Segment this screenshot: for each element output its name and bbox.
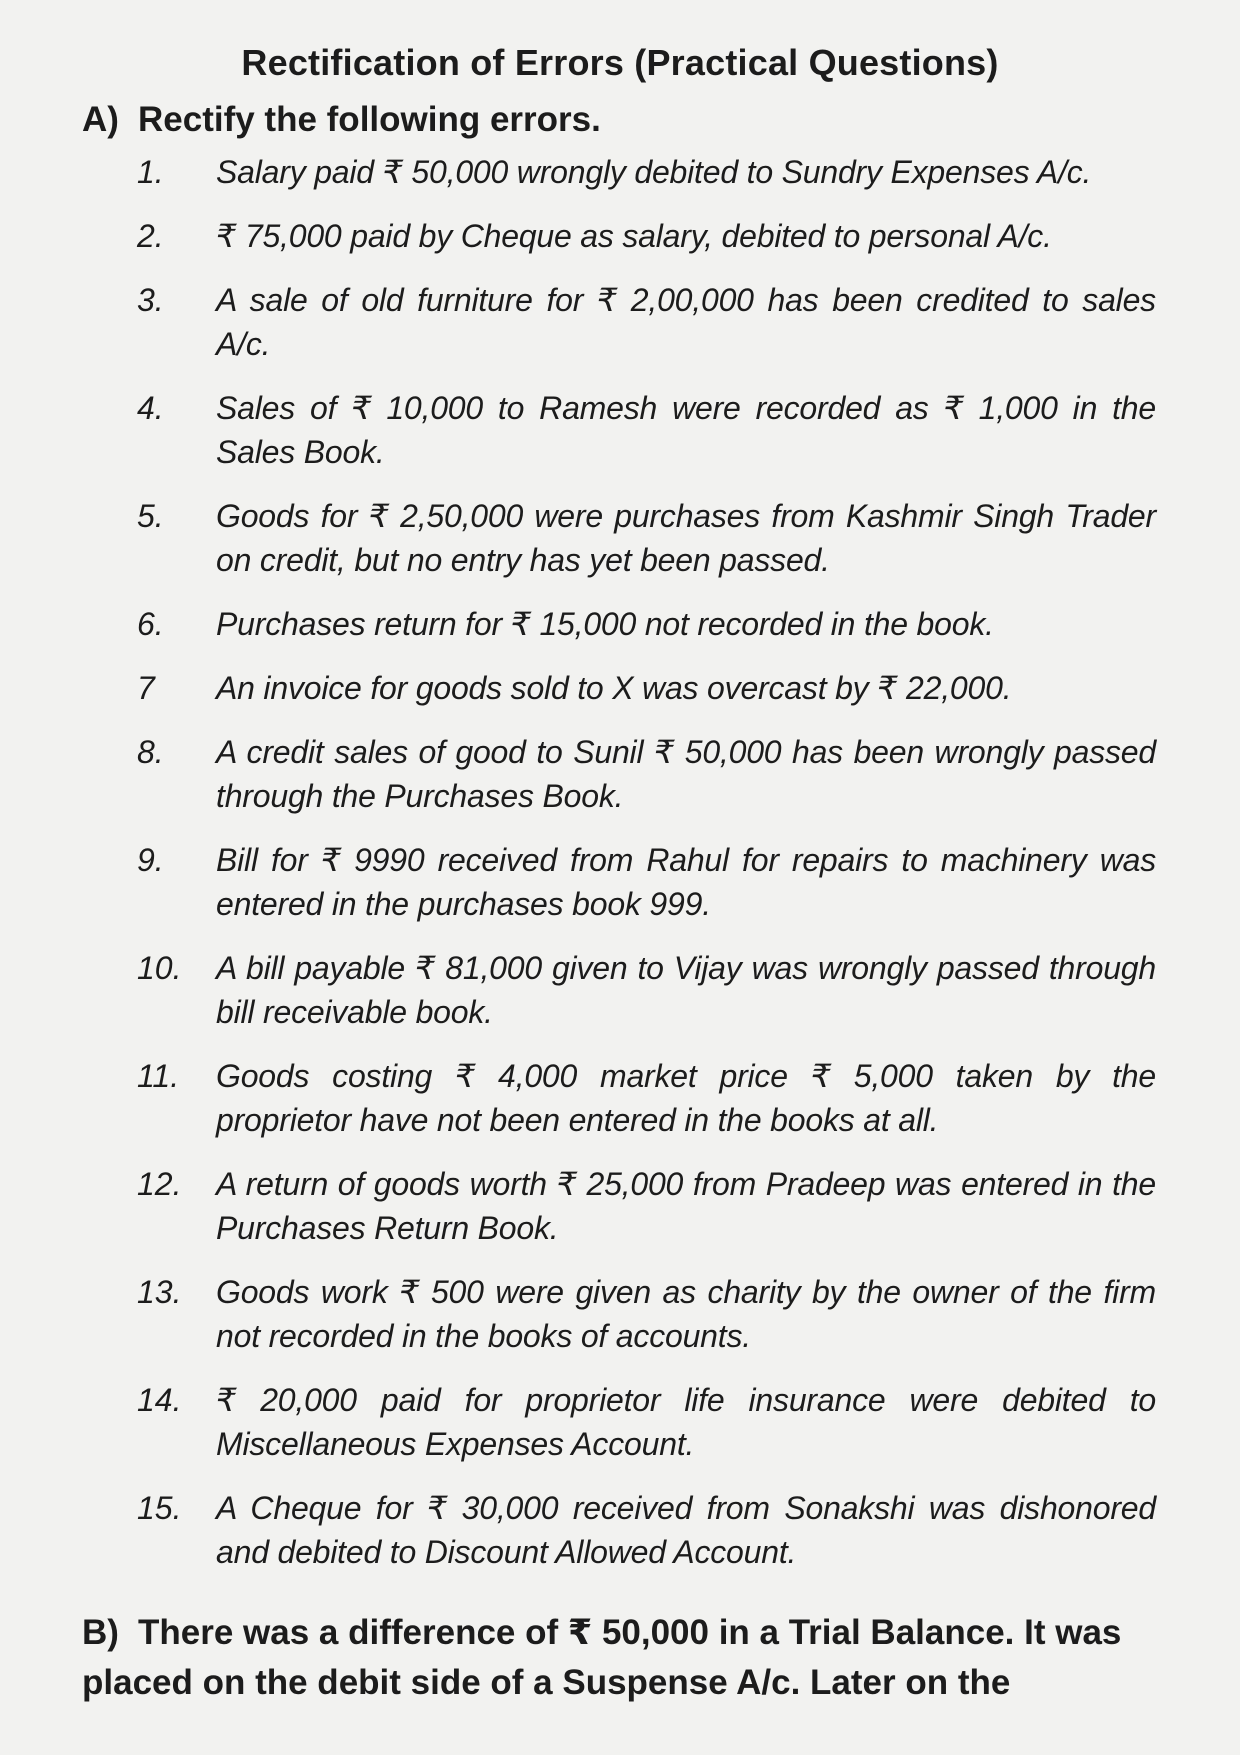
section-b-heading (82, 1608, 1182, 1708)
item-number: 15. (137, 1490, 182, 1526)
section-a-text: Rectify the following errors. (138, 100, 601, 139)
item-number: 1. (137, 154, 164, 190)
list-item (0, 946, 1240, 1034)
item-text: A Cheque for ₹ 30,000 received from Sonakshi was dishonored and debited to Discount Allowed Account. (216, 1490, 1156, 1570)
item-number: 14. (137, 1382, 182, 1418)
list-item (0, 214, 1240, 258)
item-number: 13. (137, 1274, 182, 1310)
section-a-label: A) (82, 100, 119, 139)
item-number: 10. (137, 950, 182, 986)
list-item (0, 386, 1240, 474)
item-number: 8. (137, 734, 164, 770)
list-item (0, 278, 1240, 366)
item-number: 11. (137, 1058, 180, 1094)
item-text: A return of goods worth ₹ 25,000 from Pradeep was entered in the Purchases Return Book. (216, 1166, 1156, 1246)
item-number: 2. (137, 218, 164, 254)
list-item (0, 730, 1240, 818)
list-item (0, 1162, 1240, 1250)
list-item (0, 1378, 1240, 1466)
list-item (0, 1270, 1240, 1358)
section-b-label: B) (82, 1613, 119, 1652)
item-text: Bill for ₹ 9990 received from Rahul for repairs to machinery was entered in the purchases book 999. (216, 842, 1156, 922)
section-b-text: There was a difference of ₹ 50,000 in a Trial Balance. It was placed on the debit side of a Suspense A/c. Later on the (82, 1613, 1122, 1702)
list-item (0, 838, 1240, 926)
item-text: A bill payable ₹ 81,000 given to Vijay was wrongly passed through bill receivable book. (216, 950, 1156, 1030)
item-number: 3. (137, 282, 164, 318)
item-text: Goods work ₹ 500 were given as charity by the owner of the firm not recorded in the books of accounts. (216, 1274, 1156, 1354)
page-title: Rectification of Errors (Practical Questions) (241, 42, 999, 83)
item-number: 9. (137, 842, 164, 878)
item-number: 5. (137, 498, 164, 534)
list-item (0, 494, 1240, 582)
item-number: 6. (137, 606, 164, 642)
item-text: Salary paid ₹ 50,000 wrongly debited to Sundry Expenses A/c. (216, 154, 1092, 190)
list-item (0, 602, 1240, 646)
item-text: A sale of old furniture for ₹ 2,00,000 has been credited to sales A/c. (216, 282, 1156, 362)
list-item (0, 1054, 1240, 1142)
list-item (0, 150, 1240, 194)
item-number: 4. (137, 390, 164, 426)
item-text: Goods for ₹ 2,50,000 were purchases from Kashmir Singh Trader on credit, but no entry has yet been passed. (216, 498, 1156, 578)
item-text: ₹ 20,000 paid for proprietor life insurance were debited to Miscellaneous Expenses Account. (216, 1382, 1156, 1462)
item-number: 7 (137, 670, 155, 706)
item-text: Sales of ₹ 10,000 to Ramesh were recorded as ₹ 1,000 in the Sales Book. (216, 390, 1156, 470)
item-text: ₹ 75,000 paid by Cheque as salary, debited to personal A/c. (216, 218, 1052, 254)
section-a-heading (82, 100, 601, 140)
error-list (0, 150, 1240, 1594)
item-text: A credit sales of good to Sunil ₹ 50,000 has been wrongly passed through the Purchases Book. (216, 734, 1156, 814)
item-text: An invoice for goods sold to X was overcast by ₹ 22,000. (216, 670, 1012, 706)
item-number: 12. (137, 1166, 182, 1202)
list-item (0, 666, 1240, 710)
item-text: Goods costing ₹ 4,000 market price ₹ 5,000 taken by the proprietor have not been entered in the books at all. (216, 1058, 1156, 1138)
list-item (0, 1486, 1240, 1574)
item-text: Purchases return for ₹ 15,000 not recorded in the book. (216, 606, 994, 642)
